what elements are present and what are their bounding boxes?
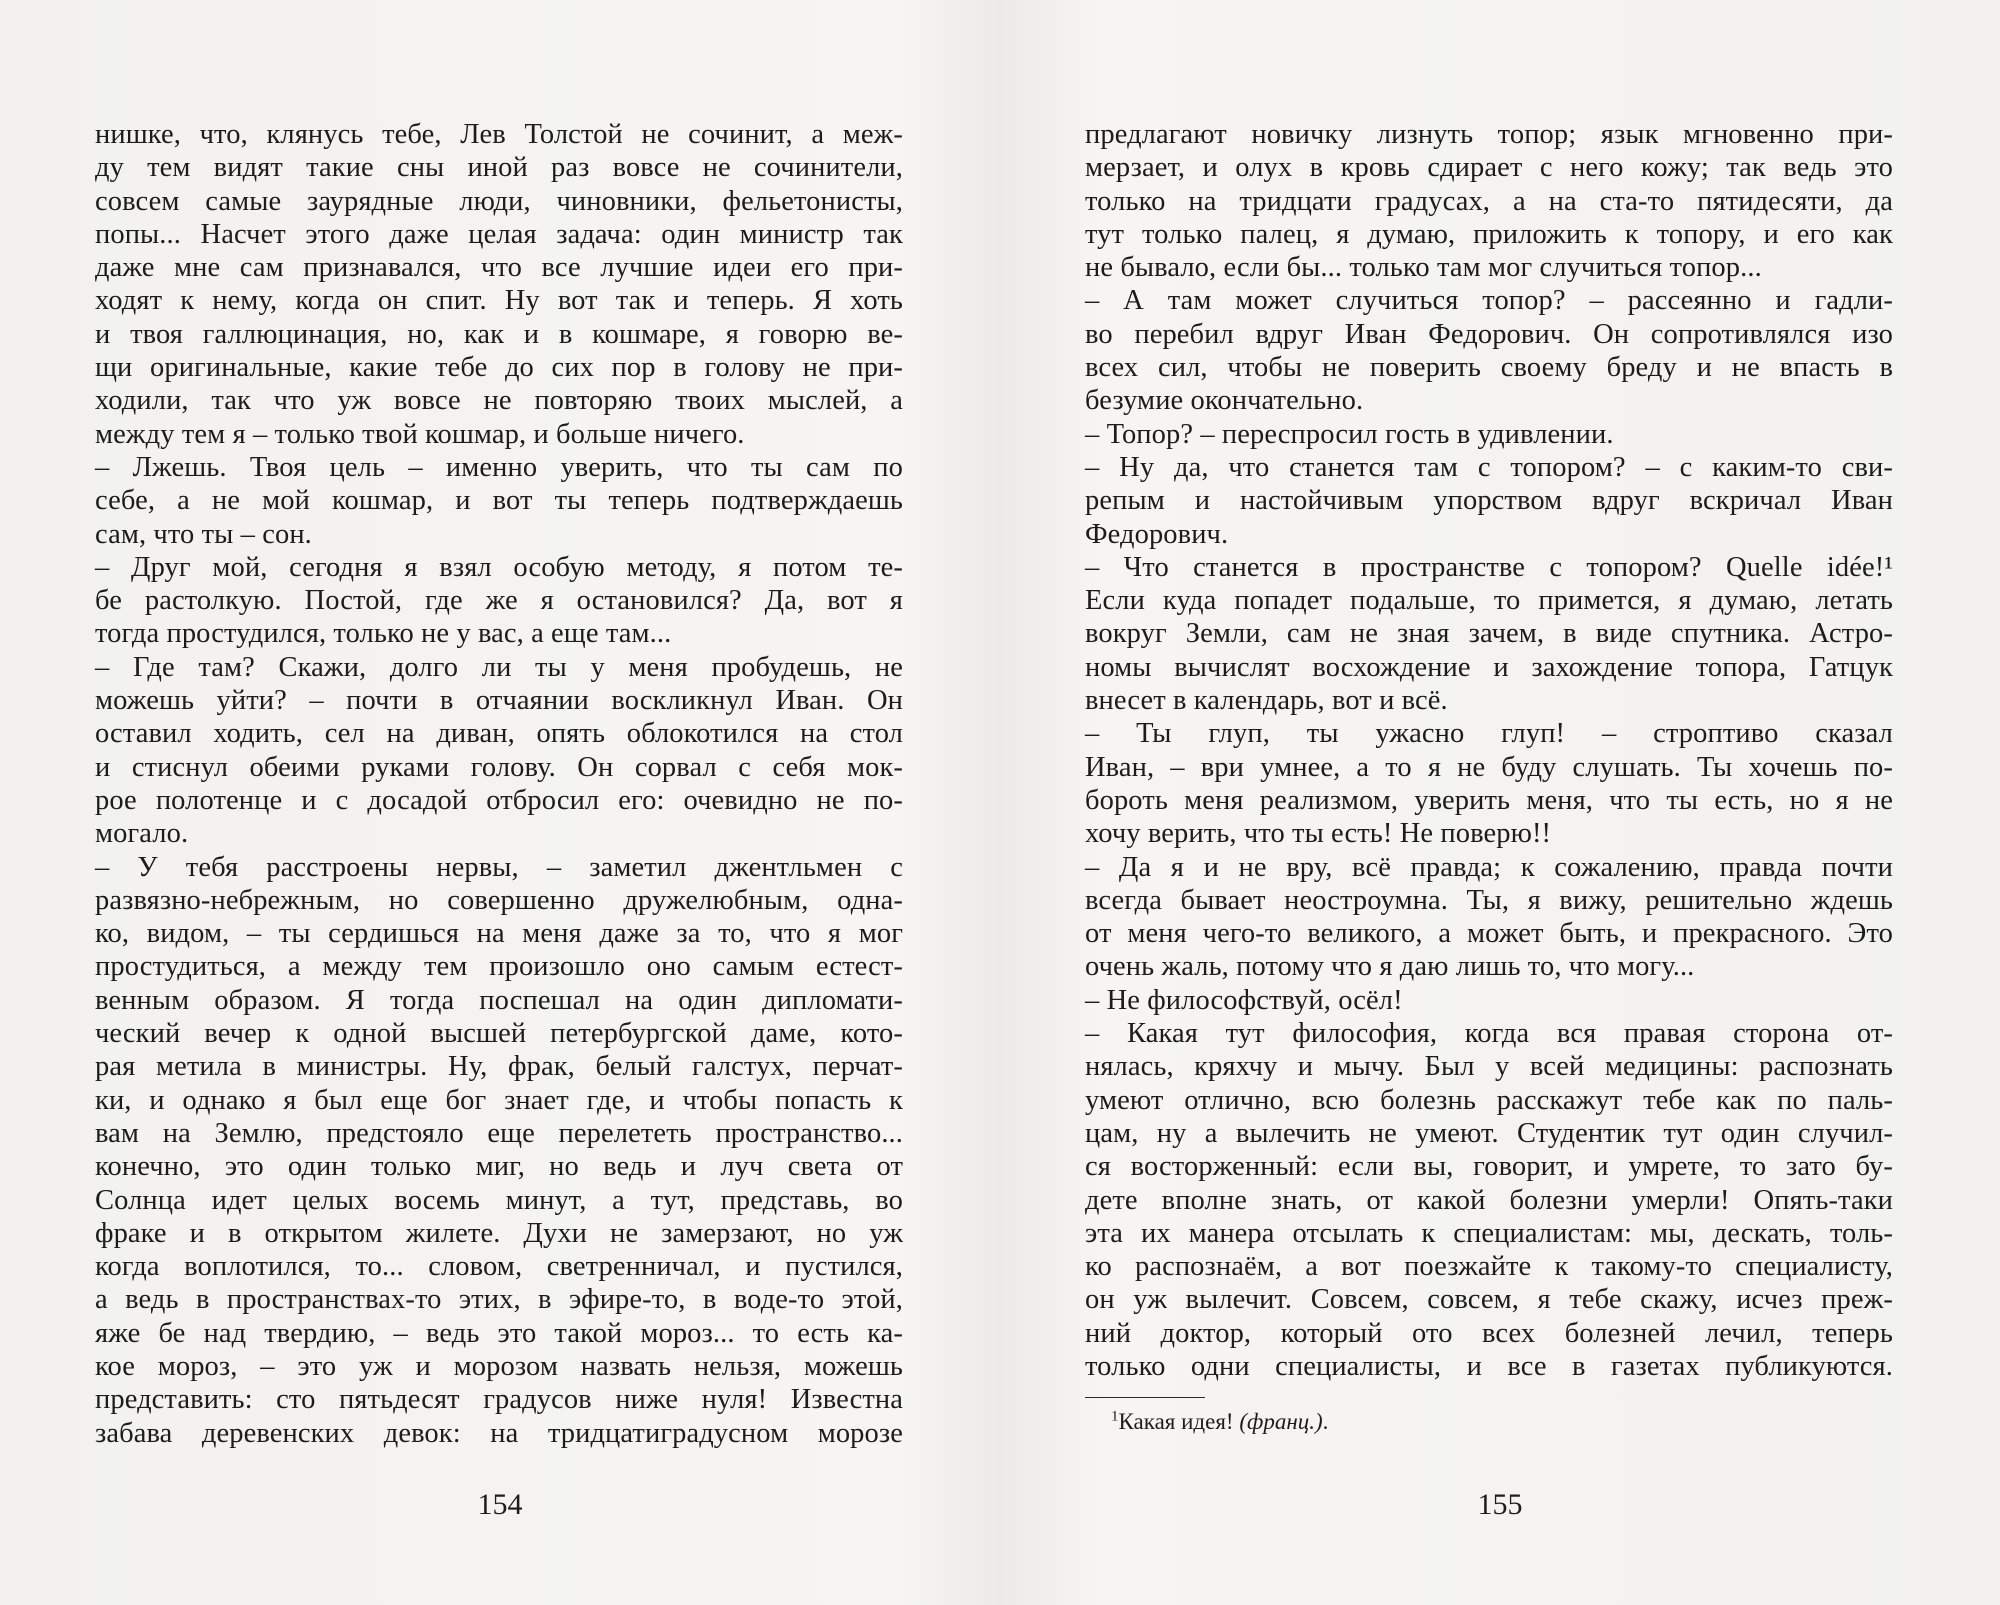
right-page-line: во перебил вдруг Иван Федорович. Он сопротивлялся изо <box>1085 318 1893 350</box>
left-page-line: ду тем видят такие сны иной раз вовсе не сочинители, <box>95 152 903 184</box>
left-page-line: фраке и в открытом жилете. Духи не замерзают, но уж <box>95 1217 903 1249</box>
right-page-line: бороть меня реализмом, уверить меня, что ты есть, но я не <box>1085 784 1893 816</box>
left-page-line: ходили, так что уж вовсе не повторяю твоих мыслей, а <box>95 385 903 417</box>
left-page-line: попы... Насчет этого даже целая задача: один министр так <box>95 218 903 250</box>
left-page-line: рая метила в министры. Ну, фрак, белый галстух, перчат- <box>95 1051 903 1083</box>
left-page-line: представить: сто пятьдесят градусов ниже нуля! Известна <box>95 1384 903 1416</box>
left-page-line: развязно-небрежным, но совершенно дружелюбным, одна- <box>95 884 903 916</box>
right-page-line: безумие окончательно. <box>1085 385 1364 417</box>
right-page-line: эта их манера отсылать к специалистам: мы, дескать, толь- <box>1085 1217 1893 1249</box>
right-page-line: не бывало, если бы... только там мог случиться топор... <box>1085 252 1762 284</box>
left-page-line: щи оригинальные, какие тебе до сих пор в голову не при- <box>95 352 903 384</box>
right-page-lines <box>1085 118 1893 1383</box>
left-page-text <box>95 118 903 1450</box>
left-page-line: венным образом. Я тогда поспешал на один дипломати- <box>95 984 903 1016</box>
right-page-line: от меня чего-то великого, а может быть, и прекрасного. Это <box>1085 918 1893 950</box>
left-page-line: себе, а не мой кошмар, и вот ты теперь подтверждаешь <box>95 485 903 517</box>
left-page-line: и твоя галлюцинация, но, как и в кошмаре, я говорю ве- <box>95 318 903 350</box>
right-page-line: ко распознаём, а вот поезжайте к такому-то специалисту, <box>1085 1251 1893 1283</box>
left-page-number: 154 <box>477 1488 523 1521</box>
right-page-line: только одни специалисты, и все в газетах публикуются. <box>1085 1350 1893 1382</box>
right-page-line: – Какая тут философия, когда вся правая сторона от- <box>1085 1018 1893 1050</box>
left-page-line: – Друг мой, сегодня я взял особую методу, я потом те- <box>95 551 903 583</box>
left-page-line: могало. <box>95 818 189 850</box>
right-page-line: цам, ну а вылечить не умеют. Студентик тут один случил- <box>1085 1117 1893 1149</box>
left-page-line: забава деревенских девок: на тридцатиградусном морозе <box>95 1417 903 1449</box>
right-page-line: тут только палец, я думаю, приложить к топору, и его как <box>1085 218 1893 250</box>
left-page-line: когда воплотился, то... словом, светренничал, и пустился, <box>95 1251 903 1283</box>
left-page-line: совсем самые заурядные люди, чиновники, фельетонисты, <box>95 185 903 217</box>
right-page-text <box>1085 118 1893 1436</box>
right-page-line: номы вычислят восхождение и захождение топора, Гатцук <box>1085 651 1893 683</box>
right-page-line: хочу верить, что ты есть! Не поверю!! <box>1085 818 1552 850</box>
right-page-line: он уж вылечит. Совсем, совсем, я тебе скажу, исчез преж- <box>1085 1284 1893 1316</box>
right-page-line: ний доктор, который ото всех болезней лечил, теперь <box>1085 1317 1893 1349</box>
left-page-line: оставил ходить, сел на диван, опять облокотился на стол <box>95 718 903 750</box>
left-page-line: конечно, это один только миг, но ведь и луч света от <box>95 1151 903 1183</box>
right-page-line: Федорович. <box>1085 518 1229 550</box>
footnote-end: . <box>1322 1409 1329 1435</box>
left-page-line: а ведь в пространствах-то этих, в эфире-то, в воде-то этой, <box>95 1284 903 1316</box>
right-page-line: вокруг Земли, сам не зная зачем, в виде спутника. Астро- <box>1085 618 1893 650</box>
left-page-line: вам на Землю, предстояло еще перелететь пространство... <box>95 1117 903 1149</box>
right-page-line: – Да я и не вру, всё правда; к сожалению, правда почти <box>1085 851 1893 883</box>
left-page-line: рое полотенце и с досадой отбросил его: очевидно не по- <box>95 784 903 816</box>
right-page-line: очень жаль, потому что я даю лишь то, что могу... <box>1085 951 1695 983</box>
right-page-line: репым и настойчивым упорством вдруг вскричал Иван <box>1085 485 1893 517</box>
right-page-line: нялась, кряхчу и мычу. Был у всей медицины: распознать <box>1085 1051 1893 1083</box>
footnote-divider <box>1085 1397 1205 1398</box>
left-page-line: ческий вечер к одной высшей петербургской даме, кото- <box>95 1018 903 1050</box>
right-page-line: умеют отлично, всю болезнь расскажут тебе как по паль- <box>1085 1084 1893 1116</box>
right-page-line: – Что станется в пространстве с топором? Quelle idée!¹ <box>1085 551 1893 583</box>
left-page-line: между тем я – только твой кошмар, и больше ничего. <box>95 418 745 450</box>
right-page-line: Если куда попадет подальше, то примется, я думаю, летать <box>1085 585 1893 617</box>
left-page-line: ходят к нему, когда он спит. Ну вот так и теперь. Я хоть <box>95 285 903 317</box>
left-page-line: – Где там? Скажи, долго ли ты у меня пробудешь, не <box>95 651 903 683</box>
right-page-line: дете вполне знать, от какой болезни умерли! Опять-таки <box>1085 1184 1893 1216</box>
left-page-line: даже мне сам признавался, что все лучшие идеи его при- <box>95 252 903 284</box>
right-page-line: только на тридцати градусах, а на ста-то пятидесяти, да <box>1085 185 1893 217</box>
right-page-line: Иван, – ври умнее, а то я не буду слушать. Ты хочешь по- <box>1085 751 1893 783</box>
right-page-line: мерзает, и олух в кровь сдирает с него кожу; так ведь это <box>1085 152 1893 184</box>
left-page-line: – У тебя расстроены нервы, – заметил джентльмен с <box>95 851 903 883</box>
left-page-line: простудиться, а между тем произошло оно самым естест- <box>95 951 903 983</box>
left-page-line: – Лжешь. Твоя цель – именно уверить, что ты сам по <box>95 451 903 483</box>
left-page-line: сам, что ты – сон. <box>95 518 312 550</box>
left-page-line: можешь уйти? – почти в отчаянии воскликнул Иван. Он <box>95 685 903 717</box>
left-page-line: Солнца идет целых восемь минут, а тут, представь, во <box>95 1184 903 1216</box>
footnote-language: (франц.) <box>1239 1409 1323 1435</box>
left-page-line: бе растолкую. Постой, где же я остановился? Да, вот я <box>95 585 903 617</box>
left-page-line: нишке, что, клянусь тебе, Лев Толстой не сочинит, а меж- <box>95 119 903 150</box>
right-page-number: 155 <box>1477 1488 1523 1521</box>
right-page-line: ся восторженный: если вы, говорит, и умрете, то зато бу- <box>1085 1151 1893 1183</box>
left-page-line: тогда простудился, только не у вас, а еще там... <box>95 618 672 650</box>
right-page-line: предлагают новичку лизнуть топор; язык мгновенно при- <box>1085 119 1893 150</box>
right-page-line: всех сил, чтобы не поверить своему бреду и не впасть в <box>1085 352 1893 384</box>
footnote-mark: 1 <box>1111 1408 1119 1425</box>
right-page-line: – Ну да, что станется там с топором? – с каким-то сви- <box>1085 451 1893 483</box>
footnote-text: Какая идея! <box>1118 1409 1240 1435</box>
right-page-line: – А там может случиться топор? – рассеянно и гадли- <box>1085 285 1893 317</box>
left-page-line: яже бе над твердию, – ведь это такой мороз... то есть ка- <box>95 1317 903 1349</box>
left-page-line: кое мороз, – это уж и морозом назвать нельзя, можешь <box>95 1350 903 1382</box>
left-page-line: ки, и однако я был еще бог знает где, и чтобы попасть к <box>95 1084 903 1116</box>
right-page-line: – Топор? – переспросил гость в удивлении. <box>1085 418 1614 450</box>
right-page-line: внесет в календарь, вот и всё. <box>1085 685 1448 717</box>
right-page-line: – Ты глуп, ты ужасно глуп! – строптиво сказал <box>1085 718 1893 750</box>
footnote <box>1085 1408 1893 1436</box>
right-page-line: всегда бывает неостроумна. Ты, я вижу, решительно ждешь <box>1085 884 1893 916</box>
left-page-line: ко, видом, – ты сердишься на меня даже за то, что я мог <box>95 918 903 950</box>
left-page-line: и стиснул обеими руками голову. Он сорвал с себя мок- <box>95 751 903 783</box>
right-page-line: – Не философствуй, осёл! <box>1085 984 1403 1016</box>
